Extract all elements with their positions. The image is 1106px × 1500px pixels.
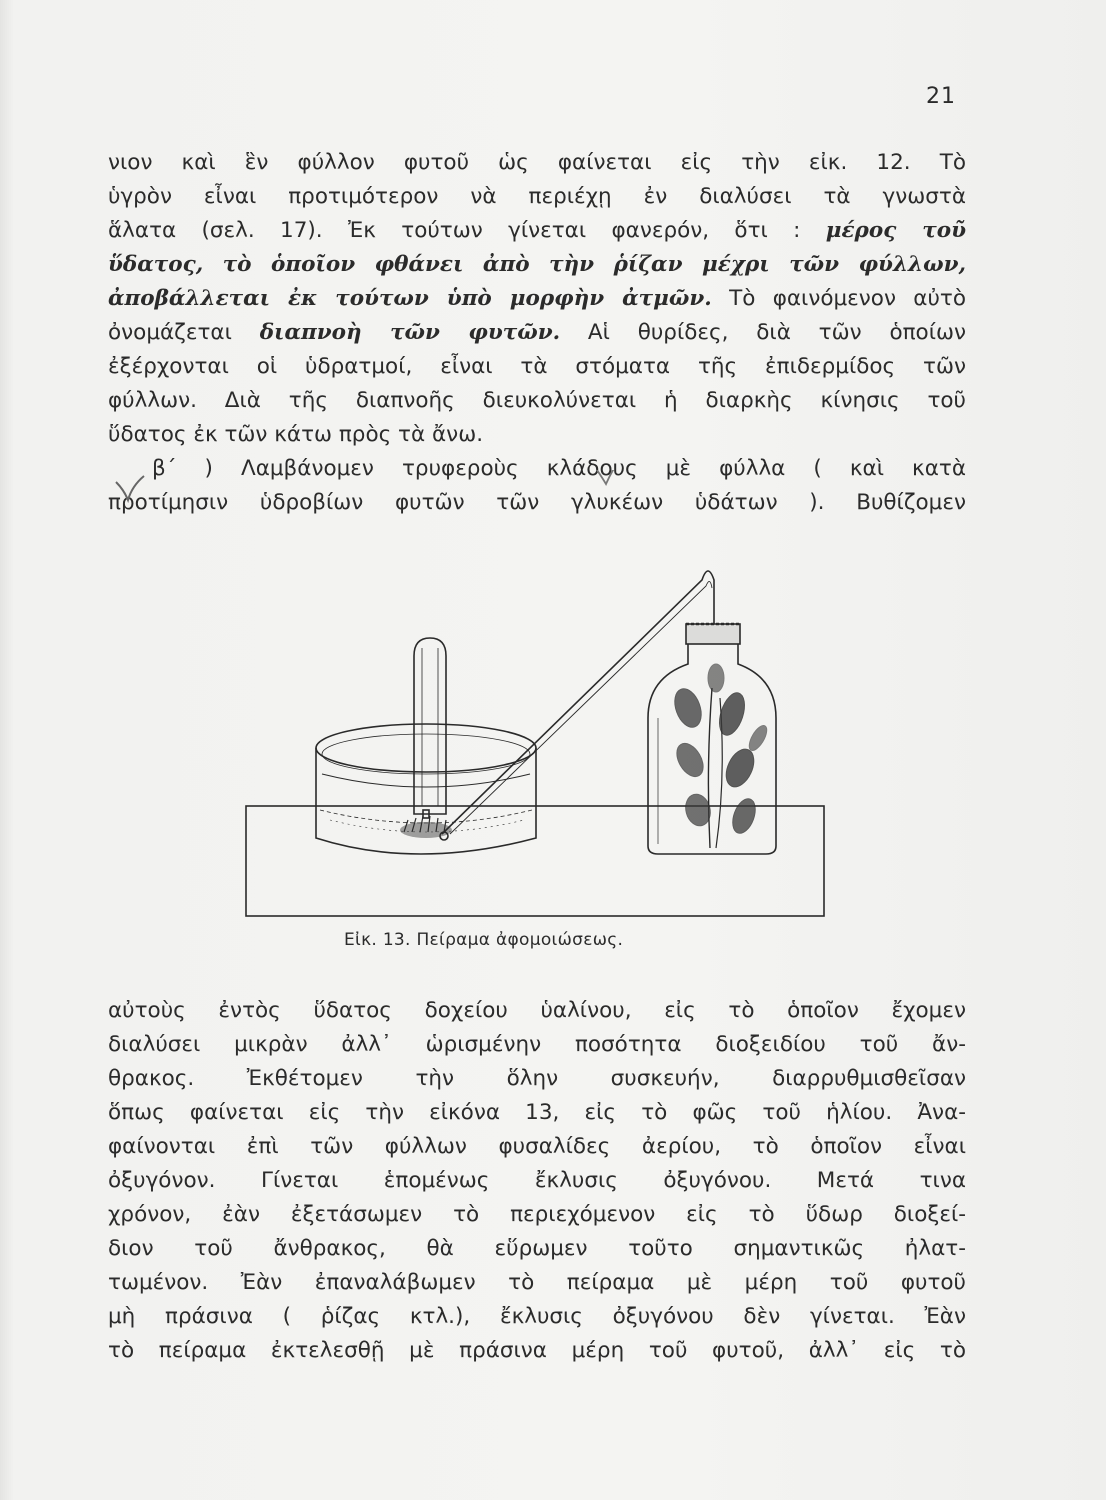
text-line: τὸ πείραμα ἐκτελεσθῇ μὲ πράσινα μέρη τοῦ φυτοῦ, ἀλλ᾿ εἰς τὸ xyxy=(108,1338,966,1363)
bottle-plant xyxy=(670,664,770,848)
text-line: ὅπως φαίνεται εἰς τὴν εἰκόνα 13, εἰς τὸ φῶς τοῦ ἡλίου. Ἀνα- xyxy=(108,1100,966,1125)
check-mark-left xyxy=(116,476,144,500)
page-number: 21 xyxy=(926,84,956,109)
text-line: ὕδατος ἐκ τῶν κάτω πρὸς τὰ ἄνω. xyxy=(108,422,484,447)
test-tube xyxy=(414,638,446,814)
text-line: διον τοῦ ἄνθρακος, θὰ εὕρωμεν τοῦτο σημαντικῶς ἠλατ- xyxy=(108,1236,966,1261)
text-line xyxy=(108,214,966,248)
text-line: ὀξυγόνον. Γίνεται ἑπομένως ἔκλυσις ὀξυγόνου. Μετά τινα xyxy=(108,1168,966,1193)
figure-illustration xyxy=(240,548,830,918)
emphasis-text: ὕδατος, τὸ ὁποῖον φθάνει ἀπὸ τὴν ῥίζαν μέχρι τῶν φύλλων, xyxy=(108,252,966,277)
text-line: μὴ πράσινα ( ῥίζας κτλ.), ἔκλυσις ὀξυγόνου δὲν γίνεται. Ἐὰν xyxy=(108,1304,966,1329)
text-line: τωμένον. Ἐὰν ἐπαναλάβωμεν τὸ πείραμα μὲ μέρη τοῦ φυτοῦ xyxy=(108,1270,966,1295)
handwritten-check-marks xyxy=(110,470,630,510)
emphasis-text: διαπνοὴ τῶν φυτῶν. xyxy=(259,320,561,345)
text-line: αὐτοὺς ἐντὸς ὕδατος δοχείου ὑαλίνου, εἰς τὸ ὁποῖον ἔχομεν xyxy=(108,998,966,1023)
paragraph-transpiration xyxy=(108,146,966,520)
text-line xyxy=(108,282,966,316)
figure-caption: Εἰκ. 13. Πείραμα ἀφομοιώσεως. xyxy=(344,930,624,950)
text-line: νιον καὶ ἓν φύλλον φυτοῦ ὡς φαίνεται εἰς τὴν εἰκ. 12. Τὸ xyxy=(108,150,966,175)
text-span: ἅλατα (σελ. 17). Ἐκ τούτων γίνεται φανερόν, ὅτι : xyxy=(108,218,801,243)
text-span: Αἱ θυρίδες, διὰ τῶν ὁποίων xyxy=(587,320,966,345)
text-line: χρόνον, ἐὰν ἐξετάσωμεν τὸ περιεχόμενον εἰς τὸ ὕδωρ διοξεί- xyxy=(108,1202,966,1227)
text-line: ἐξέρχονται οἱ ὑδρατμοί, εἶναι τὰ στόματα τῆς ἐπιδερμίδος τῶν xyxy=(108,354,966,379)
text-line: θρακος. Ἐκθέτομεν τὴν ὅλην συσκευήν, διαρρυθμισθεῖσαν xyxy=(108,1066,966,1091)
paragraph-assimilation xyxy=(108,994,966,1368)
text-line: φύλλων. Διὰ τῆς διαπνοῆς διευκολύνεται ἡ διαρκὴς κίνησις τοῦ xyxy=(108,388,966,413)
text-span: Τὸ φαινόμενον αὐτὸ xyxy=(729,286,967,311)
text-line: διαλύσει μικρὰν ἀλλ᾿ ὡρισμένην ποσότητα διοξειδίου τοῦ ἄν- xyxy=(108,1032,966,1057)
text-line xyxy=(108,248,966,282)
emphasis-text: ἀποβάλλεται ἐκ τούτων ὑπὸ μορφὴν ἀτμῶν. xyxy=(108,286,712,311)
text-line xyxy=(108,316,966,350)
delivery-tube xyxy=(440,571,714,840)
text-line: φαίνονται ἐπὶ τῶν φύλλων φυσαλίδες ἀερίου, τὸ ὁποῖον εἶναι xyxy=(108,1134,966,1159)
text-line: προτίμησιν ὑδροβίων φυτῶν τῶν γλυκέων ὑδάτων ). Βυθίζομεν xyxy=(108,490,966,515)
text-line: β΄ ) Λαμβάνομεν τρυφεροὺς κλάδους μὲ φύλλα ( καὶ κατὰ xyxy=(152,456,966,481)
text-line: ὑγρὸν εἶναι προτιμότερον νὰ περιέχῃ ἐν διαλύσει τὰ γνωστὰ xyxy=(108,184,966,209)
check-mark-right xyxy=(590,470,624,484)
emphasis-text: μέρος τοῦ xyxy=(825,218,967,243)
text-span: ὀνομάζεται xyxy=(108,320,232,345)
